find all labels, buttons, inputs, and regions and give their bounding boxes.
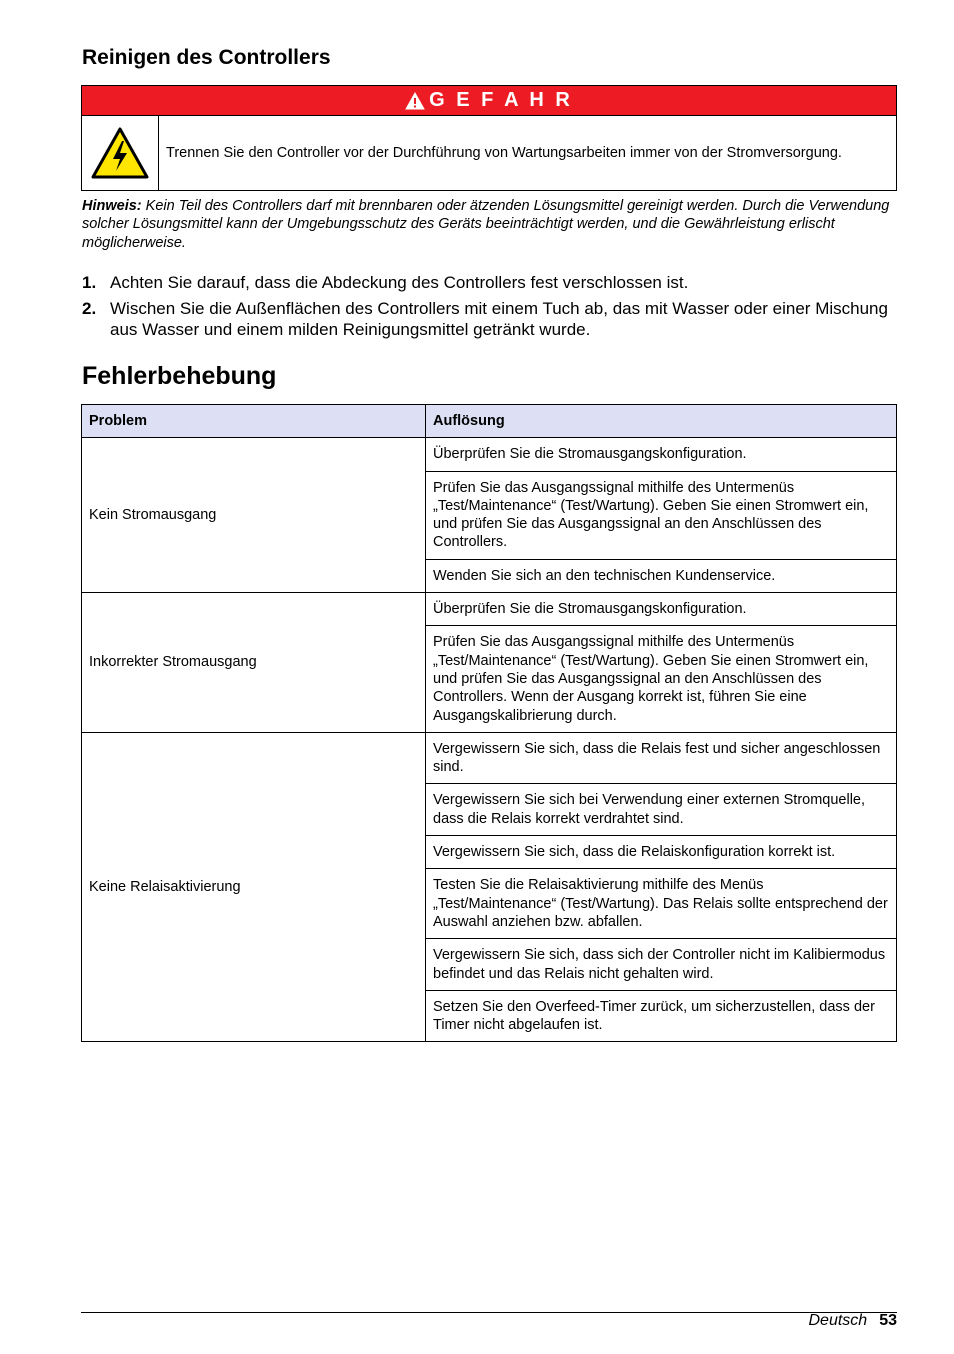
solution-cell: Vergewissern Sie sich bei Verwendung einer externen Stromquelle, dass die Relais korrekt verdrahtet sind. (426, 784, 897, 836)
cleaning-steps (82, 272, 897, 345)
solution-cell: Vergewissern Sie sich, dass die Relaiskonfiguration korrekt ist. (426, 836, 897, 869)
note-text: Kein Teil des Controllers darf mit brennbaren oder ätzenden Lösungsmittel gereinigt werden. Durch die Verwendung solcher Lösungsmittel kann der Umgebungsschutz des Geräts beeinträchtigt werden, und die Gewährleistung erlischt möglicherweise. (82, 198, 890, 251)
problem-cell: Kein Stromausgang (82, 438, 426, 593)
problem-cell: Keine Relaisaktivierung (82, 732, 426, 1042)
page-number: 53 (879, 1312, 897, 1329)
solution-cell: Vergewissern Sie sich, dass die Relais fest und sicher angeschlossen sind. (426, 732, 897, 784)
danger-text: Trennen Sie den Controller vor der Durchführung von Wartungsarbeiten immer von der Stromversorgung. (166, 145, 842, 161)
electrical-hazard-icon (82, 116, 159, 190)
step-text: Wischen Sie die Außenflächen des Controllers mit einem Tuch ab, das mit Wasser oder einer Mischung aus Wasser und einem milden Reinigungsmittel getränkt wurde. (110, 299, 888, 339)
warning-triangle-icon (405, 92, 425, 110)
list-item (82, 298, 897, 340)
note (82, 197, 897, 252)
solution-cell: Testen Sie die Relaisaktivierung mithilfe des Menüs „Test/Maintenance“ (Test/Wartung). Das Relais sollte entsprechend der Auswahl anziehen bzw. abfallen. (426, 869, 897, 939)
page-footer (809, 1312, 898, 1330)
troubleshooting-title: Fehlerbehebung (82, 362, 277, 390)
footer-divider (81, 1312, 897, 1313)
step-number: 2. (82, 299, 97, 318)
step-text: Achten Sie darauf, dass die Abdeckung des Controllers fest verschlossen ist. (110, 273, 689, 292)
troubleshooting-table (81, 404, 897, 1042)
solution-cell: Prüfen Sie das Ausgangssignal mithilfe des Untermenüs „Test/Maintenance“ (Test/Wartung). Geben Sie einen Stromwert ein, und prüfen Sie das Ausgangssignal an den Anschlüssen des Controllers. (426, 471, 897, 559)
note-label: Hinweis: (82, 198, 142, 214)
step-number: 1. (82, 273, 97, 292)
solution-cell: Vergewissern Sie sich, dass sich der Controller nicht im Kalibiermodus befindet und das Relais nicht gehalten wird. (426, 939, 897, 991)
solution-cell: Wenden Sie sich an den technischen Kundenservice. (426, 559, 897, 592)
solution-cell: Überprüfen Sie die Stromausgangskonfiguration. (426, 593, 897, 626)
table-row (82, 438, 897, 471)
solution-cell: Setzen Sie den Overfeed-Timer zurück, um sicherzustellen, dass der Timer nicht abgelaufen ist. (426, 990, 897, 1042)
column-header-problem: Problem (82, 405, 426, 438)
danger-header (82, 86, 896, 116)
danger-label: G E F A H R (429, 89, 573, 111)
danger-box (81, 85, 897, 191)
list-item (82, 272, 897, 293)
table-row (82, 593, 897, 626)
column-header-solution: Auflösung (426, 405, 897, 438)
solution-cell: Prüfen Sie das Ausgangssignal mithilfe des Untermenüs „Test/Maintenance“ (Test/Wartung). Geben Sie einen Stromwert ein, und prüfen Sie das Ausgangssignal an den Anschlüssen des Controllers. Wenn der Ausgang korrekt ist, führen Sie eine Ausgangskalibrierung durch. (426, 626, 897, 732)
footer-language: Deutsch (808, 1312, 868, 1329)
table-header-row (82, 405, 897, 438)
problem-cell: Inkorrekter Stromausgang (82, 593, 426, 733)
solution-cell: Überprüfen Sie die Stromausgangskonfiguration. (426, 438, 897, 471)
section-title: Reinigen des Controllers (82, 46, 331, 69)
table-row (82, 732, 897, 784)
